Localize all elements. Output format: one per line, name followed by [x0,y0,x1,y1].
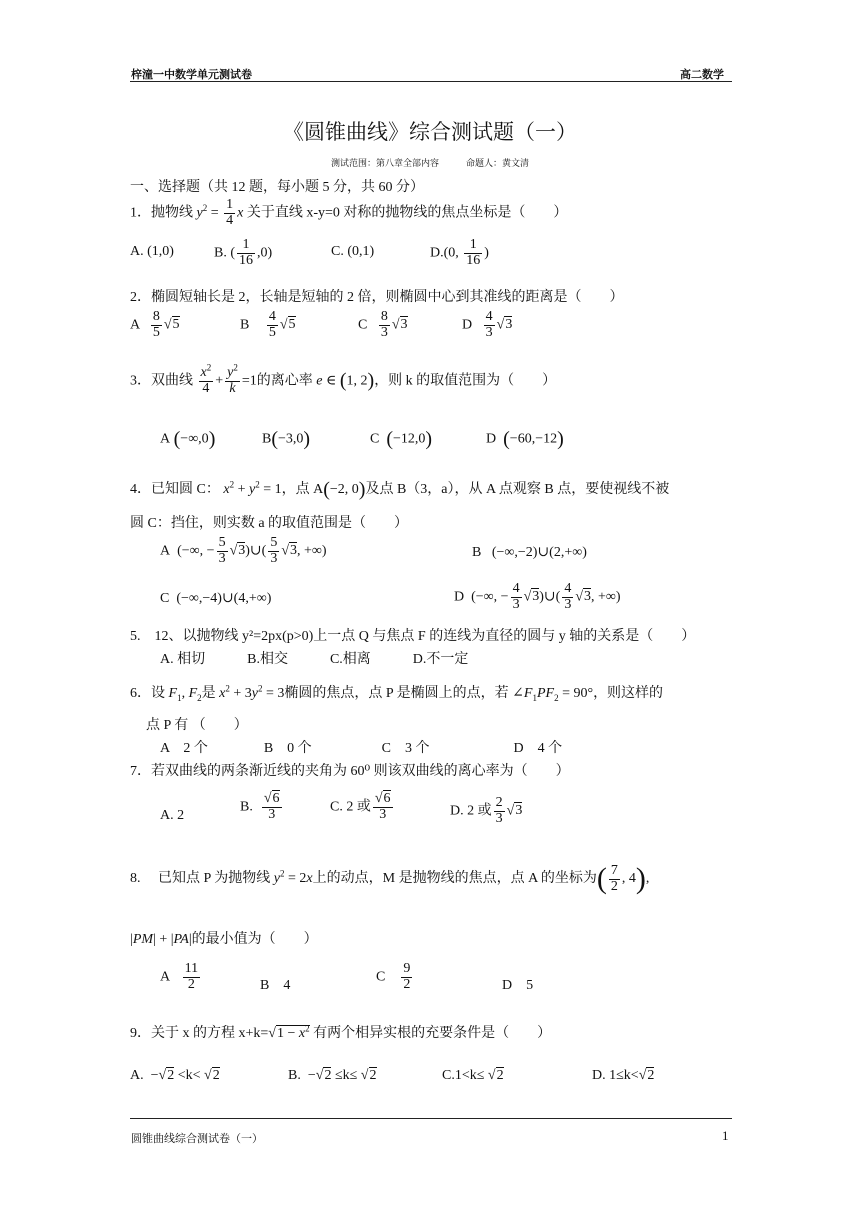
question-2: 2．椭圆短轴长是 2，长轴是短轴的 2 倍，则椭圆中心到其准线的距离是（ ） [130,290,624,305]
q7-option-d: D. 2 或 $\frac{2}{3}$ √3 [450,795,523,826]
question-1-options [130,244,174,260]
section-heading: 一、选择题（共 12 题，每小题 5 分，共 60 分） [130,180,424,195]
q4-option-c: C (−∞,−4)∪(4,+∞) [160,591,272,606]
q8-option-a: A $\frac{11}{2}$ [160,961,199,992]
footer-left: 圆锥曲线综合测试卷（一） [131,1132,263,1145]
header-left: 梓潼一中数学单元测试卷 [131,68,252,81]
q7-option-c: C. 2 或 $\frac{√6}{3}$ [330,791,391,822]
header-right: 高二数学 [680,68,724,81]
question-9: 9．关于 x 的方程 $x+k=√1 - x^2$ 有两个相异实根的充要条件是（ ） [130,1023,552,1041]
question-5-options: A. 相切 B.相交 C.相离 D.不一定 [160,652,469,667]
question-8: 8. 已知点 P 为抛物线 $y^2 = 2x$上的动点，M 是抛物线的焦点，点 A 的坐标为( $\frac{7}{2}$ , 4), [130,862,650,895]
option-a: A [130,317,140,333]
option-a: A. (1,0) [130,244,174,259]
question-4: 4．已知圆 C： $x^2 + y^2 = 1$，点 A(−2, 0)及点 B（3，a），从 A 点观察 B 点，要使视线不被 [130,478,670,501]
q9-option-b: B. −√2 ≤k≤ √2 [288,1068,377,1083]
q9-option-c: C.1<k≤ √2 [442,1068,504,1083]
question-3: 3．双曲线 $\frac{x^2}{4}$ + $\frac{y^2}{k}$ =1的离心率 e ∈ (1, 2)，则 k 的取值范围为（ ） [130,362,557,396]
footer-rule [130,1118,732,1119]
q3-option-c: C (−12,0) [370,428,433,450]
page-number: 1 [722,1128,729,1143]
q4-option-a: A (−∞, − $\frac{5}{3}$ √3)∪( $\frac{5}{3}$ √3, +∞) [160,535,327,566]
q4-option-b: B (−∞,−2)∪(2,+∞) [472,545,587,560]
q3-option-b: B(−3,0) [262,428,311,450]
question-4-line2: 圆 C：挡住，则实数 a 的取值范围是（ ） [130,516,409,531]
option-c: C. (0,1) [331,244,375,259]
q9-option-a: A. −√2 <k< √2 [130,1068,220,1083]
question-8-line2: |PM| + |PA|的最小值为（ ） [130,932,318,947]
option-c: C $\frac{8}{3}$ √3 [358,309,408,340]
q7-option-b: B. $\frac{√6}{3}$ [240,791,280,822]
question-5: 5. 12、以抛物线 y²=2px(p>0)上一点 Q 与焦点 F 的连线为直径的圆与 y 轴的关系是（ ） [130,629,696,644]
q8-option-d: D 5 [502,978,534,993]
q3-option-d: D (−60,−12) [486,428,564,450]
question-6: 6．设 $F_1$, $F_2$是 $x^2 + 3y^2 = 3$椭圆的焦点，点 P 是椭圆上的点，若 $\angle F_1PF_2 = 90^\circ$，则这样的 [130,683,664,703]
page-title: 《圆锥曲线》综合测试题（一） [283,120,577,144]
question-7: 7．若双曲线的两条渐近线的夹角为 60⁰ 则该双曲线的离心率为（ ） [130,764,570,779]
q9-option-d: D. 1≤k<√2 [592,1068,655,1083]
question-2-options: A $\frac{8}{5}$ √5 [130,309,180,340]
q8-option-c: C $\frac{9}{2}$ [376,961,411,992]
option-d: D.(0, $\frac{1}{16}$ ) [430,237,489,268]
option-b: B. ( $\frac{1}{16}$ ,0) [214,237,273,268]
q4-option-d: D (−∞, − $\frac{4}{3}$ √3)∪( $\frac{4}{3}$ √3, +∞) [454,581,621,612]
option-d: D $\frac{4}{3}$ √3 [462,309,513,340]
q7-option-a: A. 2 [160,808,185,823]
question-1: 1．抛物线 $y^2$ = $\frac{1}{4}$ x 关于直线 x-y=0 对称的抛物线的焦点坐标是（ ） [130,197,568,228]
page-subtitle: 测试范围：第八章全部内容 命题人：黄文清 [330,159,529,169]
option-b: B $\frac{4}{5}$ √5 [240,309,296,340]
header-rule [130,81,732,82]
question-6-options: A 2 个 B 0 个 C 3 个 D 4 个 [160,741,563,756]
q3-option-a: A (−∞,0) [160,428,216,450]
q8-option-b: B 4 [260,978,291,993]
question-6-line2: 点 P 有 （ ） [146,718,248,733]
